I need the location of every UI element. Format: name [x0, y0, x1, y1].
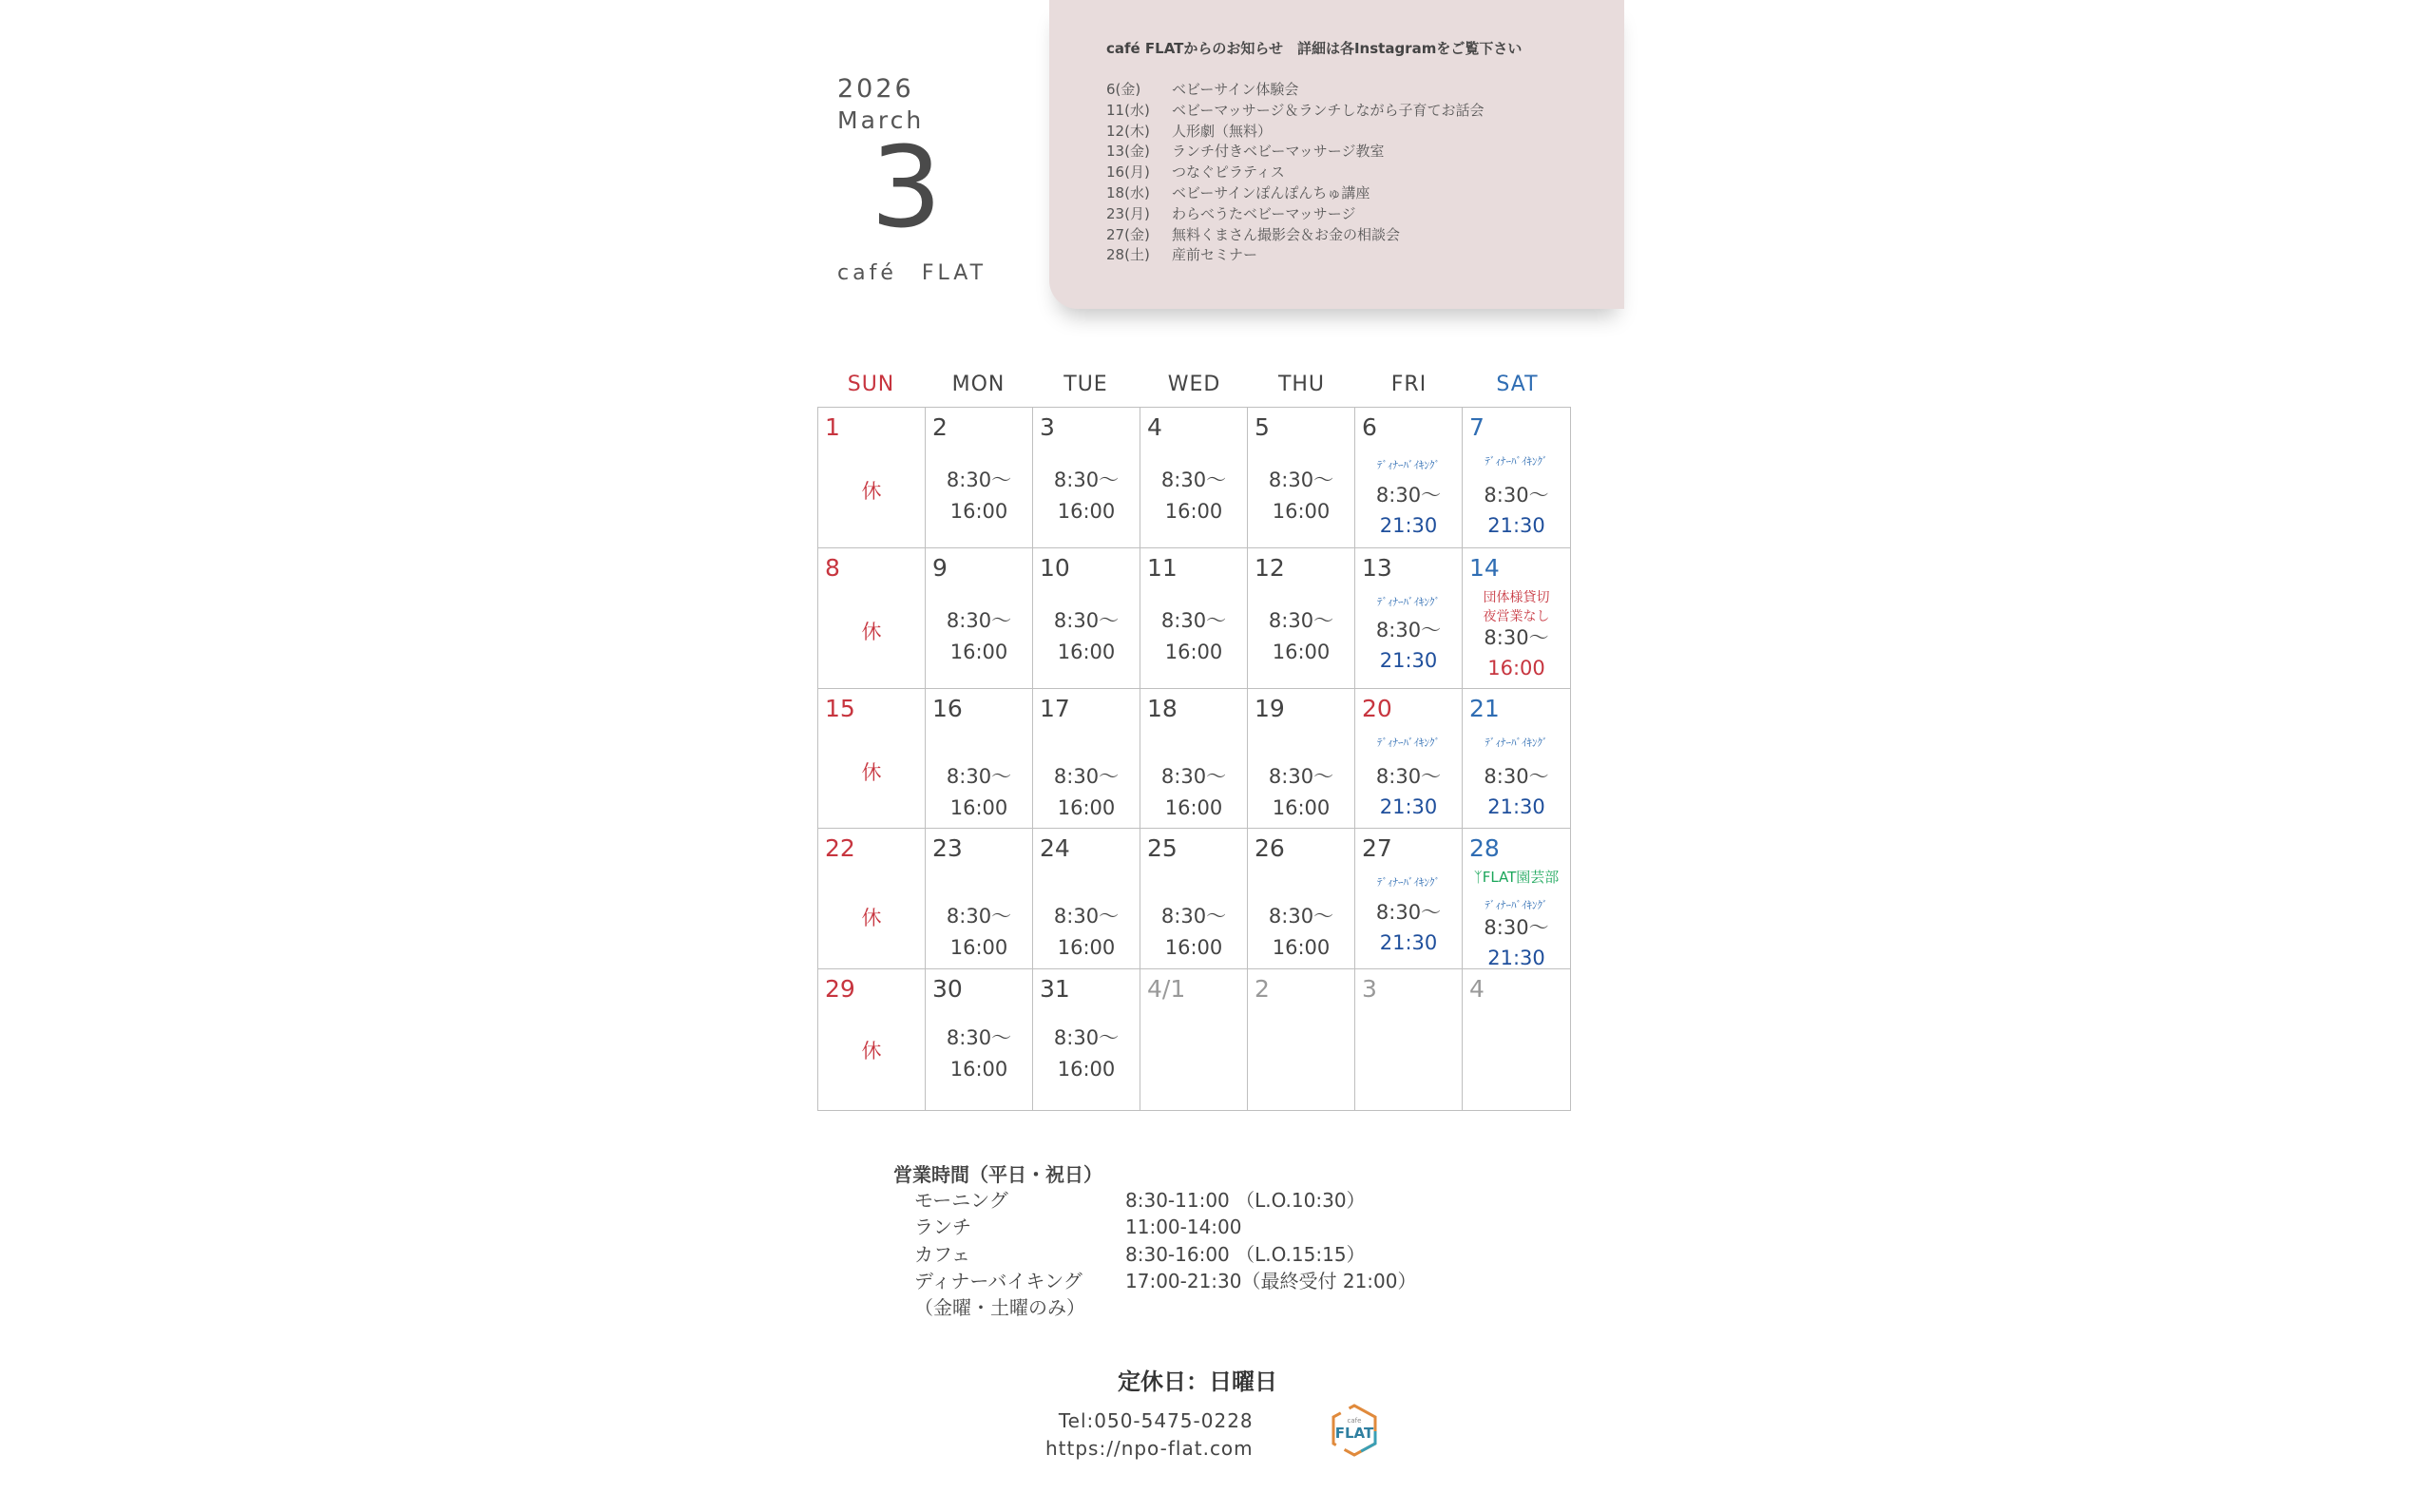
day-cell — [818, 408, 926, 548]
night-hours: 8:30〜 21:30 — [1484, 484, 1549, 537]
business-hours-row: カフェ 8:30-16:00 （L.O.15:15） — [914, 1242, 1366, 1266]
hours: 8:30〜 16:00 — [1268, 469, 1334, 523]
day-number: 22 — [825, 834, 855, 863]
day-number: 4 — [1469, 975, 1485, 1004]
day-cell — [1140, 408, 1248, 548]
closed-label: 休 — [861, 760, 882, 784]
day-number: 3 — [1040, 413, 1055, 441]
notice-date: 28(土) — [1106, 246, 1150, 264]
day-cell — [1463, 969, 1570, 1110]
notice-item — [1106, 245, 1485, 266]
hours: 8:30〜 16:00 — [1053, 608, 1120, 663]
day-cell — [926, 689, 1033, 830]
hours: 8:30〜 16:00 — [1053, 764, 1120, 819]
notice-item — [1106, 101, 1485, 122]
notice-text: ベビーマッサージ＆ランチしながら子育てお話会 — [1172, 101, 1485, 119]
hours: 8:30〜 16:00 — [1053, 469, 1120, 523]
dinner-tag: ﾃﾞｨﾅｰﾊﾞｲｷﾝｸﾞ — [1485, 736, 1548, 749]
hours: 8:30〜 16:00 — [1160, 905, 1227, 960]
group-note: 団体様貸切 夜営業なし — [1483, 589, 1550, 624]
business-hours-row: ランチ 11:00-14:00 — [914, 1215, 1242, 1239]
day-cell — [818, 548, 926, 689]
weekday-header — [817, 373, 1578, 405]
day-cell — [818, 969, 926, 1110]
night-hours: 8:30〜 21:30 — [1375, 618, 1442, 672]
weekday-thu: THU — [1277, 373, 1326, 396]
notice-item — [1106, 163, 1485, 183]
notice-item — [1106, 122, 1485, 143]
day-number: 23 — [932, 834, 963, 863]
hours: 8:30〜 16:00 — [1268, 905, 1334, 960]
day-number: 12 — [1255, 553, 1285, 582]
day-cell — [818, 829, 926, 969]
cafe-flat-logo-icon — [1326, 1402, 1383, 1459]
day-cell — [1033, 969, 1140, 1110]
garden-label: ᛉFLAT園芸部 — [1473, 869, 1560, 887]
day-cell — [1033, 689, 1140, 830]
day-cell — [1140, 548, 1248, 689]
day-cell — [1355, 829, 1463, 969]
day-cell — [1463, 548, 1570, 689]
day-cell — [1248, 969, 1355, 1110]
business-hours-table — [914, 1187, 1416, 1321]
day-cell — [1355, 689, 1463, 830]
day-cell — [1248, 829, 1355, 969]
calendar-grid — [817, 407, 1571, 1111]
business-hours-row: ディナーバイキング 17:00-21:30（最終受付 21:00） — [914, 1269, 1417, 1292]
day-number: 20 — [1362, 694, 1392, 722]
month-name: March — [837, 106, 925, 134]
hours: 8:30〜 16:00 — [1053, 1026, 1120, 1081]
closed-label: 休 — [861, 907, 882, 930]
day-number: 27 — [1362, 834, 1392, 863]
day-number: 14 — [1469, 553, 1500, 582]
dinner-tag: ﾃﾞｨﾅｰﾊﾞｲｷﾝｸﾞ — [1485, 455, 1548, 468]
day-cell — [1033, 548, 1140, 689]
day-hours: 8:30〜 16:00 — [1484, 625, 1549, 679]
day-cell — [1140, 829, 1248, 969]
notice-date: 18(水) — [1106, 183, 1150, 201]
weekday-fri: FRI — [1390, 373, 1427, 396]
notice-item — [1106, 225, 1485, 246]
notice-date: 12(木) — [1106, 122, 1150, 140]
day-number: 29 — [825, 975, 855, 1004]
hours: 8:30〜 16:00 — [946, 608, 1012, 663]
dinner-tag: ﾃﾞｨﾅｰﾊﾞｲｷﾝｸﾞ — [1485, 899, 1548, 912]
day-cell — [818, 689, 926, 830]
day-number: 4/1 — [1147, 975, 1186, 1004]
night-hours: 8:30〜 21:30 — [1375, 484, 1442, 537]
day-cell — [1355, 408, 1463, 548]
day-cell — [1463, 408, 1570, 548]
hours: 8:30〜 16:00 — [946, 905, 1012, 960]
day-number: 2 — [932, 413, 948, 441]
notice-text: つなぐピラティス — [1172, 163, 1285, 182]
notice-list — [1106, 80, 1485, 266]
day-number: 19 — [1255, 694, 1285, 722]
notice-date: 13(金) — [1106, 143, 1150, 161]
day-number: 17 — [1040, 694, 1070, 722]
day-cell — [1248, 408, 1355, 548]
day-number: 1 — [825, 413, 840, 441]
day-cell — [926, 408, 1033, 548]
notice-item — [1106, 183, 1485, 204]
hours: 8:30〜 16:00 — [1160, 764, 1227, 819]
weekday-wed: WED — [1167, 373, 1221, 396]
hours: 8:30〜 16:00 — [946, 469, 1012, 523]
day-number: 28 — [1469, 834, 1500, 863]
day-number: 31 — [1040, 975, 1070, 1004]
notice-panel — [1049, 0, 1624, 309]
day-cell — [1140, 969, 1248, 1110]
day-number: 3 — [1362, 975, 1377, 1004]
calendar-page — [817, 0, 1620, 1512]
weekday-mon: MON — [951, 373, 1006, 396]
logo-text: FLAT — [1334, 1425, 1374, 1442]
dinner-tag: ﾃﾞｨﾅｰﾊﾞｲｷﾝｸﾞ — [1377, 736, 1440, 749]
notice-item — [1106, 80, 1485, 101]
notice-text: 人形劇（無料） — [1172, 122, 1273, 140]
night-hours: 8:30〜 21:30 — [1375, 901, 1442, 955]
closed-label: 休 — [861, 480, 882, 503]
dinner-tag: ﾃﾞｨﾅｰﾊﾞｲｷﾝｸﾞ — [1377, 459, 1440, 471]
day-number: 6 — [1362, 413, 1377, 441]
day-number: 5 — [1255, 413, 1270, 441]
day-cell — [1463, 689, 1570, 830]
notice-text: ベビーサインぽんぽんちゅ講座 — [1172, 183, 1370, 201]
hours: 8:30〜 16:00 — [1160, 469, 1227, 523]
weekday-sun: SUN — [847, 373, 895, 396]
notice-date: 23(月) — [1106, 204, 1150, 222]
day-cell — [1033, 408, 1140, 548]
day-number: 13 — [1362, 553, 1392, 582]
day-cell — [926, 548, 1033, 689]
day-number: 18 — [1147, 694, 1178, 722]
dinner-tag: ﾃﾞｨﾅｰﾊﾞｲｷﾝｸﾞ — [1377, 595, 1440, 608]
night-hours: 8:30〜 21:30 — [1484, 764, 1549, 818]
notice-text: ベビーサイン体験会 — [1172, 81, 1299, 98]
notice-date: 16(月) — [1106, 163, 1150, 182]
hours: 8:30〜 16:00 — [1268, 764, 1334, 819]
weekday-tue: TUE — [1063, 373, 1108, 396]
day-cell — [926, 969, 1033, 1110]
sprout-icon: ᛉ — [1473, 869, 1483, 887]
regular-holiday: 定休日：日曜日 — [1118, 1368, 1277, 1395]
day-number: 25 — [1147, 834, 1178, 863]
contact-info — [1045, 1407, 1254, 1463]
notice-text: わらべうたベビーマッサージ — [1172, 204, 1356, 222]
day-cell — [1463, 829, 1570, 969]
day-number: 8 — [825, 553, 840, 582]
year: 2026 — [837, 74, 914, 104]
notice-text: 無料くまさん撮影会＆お金の相談会 — [1172, 225, 1401, 243]
day-cell — [1248, 548, 1355, 689]
day-number: 7 — [1469, 413, 1485, 441]
day-cell — [1355, 548, 1463, 689]
hours: 8:30〜 16:00 — [1268, 608, 1334, 663]
night-hours: 8:30〜 21:30 — [1375, 764, 1442, 818]
day-number: 24 — [1040, 834, 1070, 863]
notice-date: 27(金) — [1106, 225, 1150, 243]
hours: 8:30〜 16:00 — [1053, 905, 1120, 960]
day-number: 9 — [932, 553, 948, 582]
day-number: 21 — [1469, 694, 1500, 722]
hours: 8:30〜 16:00 — [946, 764, 1012, 819]
day-cell — [1355, 969, 1463, 1110]
day-cell — [1248, 689, 1355, 830]
phone-number[interactable]: Tel:050-5475-0228 — [1058, 1409, 1254, 1432]
day-cell — [1033, 829, 1140, 969]
logo-small-text: cafe — [1347, 1417, 1362, 1425]
notice-title: café FLATからのお知らせ 詳細は各Instagramをご覧下さい — [1106, 40, 1523, 57]
weekday-sat: SAT — [1496, 373, 1539, 396]
notice-date: 11(水) — [1106, 101, 1150, 119]
business-hours-row: （金曜・土曜のみ） — [914, 1296, 1085, 1320]
day-number: 10 — [1040, 553, 1070, 582]
day-number: 30 — [932, 975, 963, 1004]
notice-item — [1106, 204, 1485, 225]
notice-item — [1106, 142, 1485, 163]
notice-text: ランチ付きベビーマッサージ教室 — [1172, 143, 1385, 161]
business-hours-title: 営業時間（平日・祝日） — [893, 1163, 1102, 1186]
business-hours-row: モーニング 8:30-11:00 （L.O.10:30） — [914, 1189, 1366, 1212]
day-number: 16 — [932, 694, 963, 722]
notice-text: 産前セミナー — [1172, 246, 1258, 264]
day-number: 11 — [1147, 553, 1178, 582]
cafe-name: café FLAT — [837, 261, 987, 285]
closed-label: 休 — [861, 1040, 882, 1063]
day-number: 26 — [1255, 834, 1285, 863]
night-hours: 8:30〜 21:30 — [1484, 916, 1549, 970]
day-number: 4 — [1147, 413, 1162, 441]
hours: 8:30〜 16:00 — [1160, 608, 1227, 663]
notice-date: 6(金) — [1106, 81, 1141, 98]
website-link[interactable]: https://npo-flat.com — [1045, 1437, 1254, 1460]
day-number: 15 — [825, 694, 855, 722]
hours: 8:30〜 16:00 — [946, 1026, 1012, 1081]
month-number: 3 — [871, 122, 943, 253]
closed-label: 休 — [861, 620, 882, 643]
day-number: 2 — [1255, 975, 1270, 1004]
day-cell — [926, 829, 1033, 969]
dinner-tag: ﾃﾞｨﾅｰﾊﾞｲｷﾝｸﾞ — [1377, 876, 1440, 890]
day-cell — [1140, 689, 1248, 830]
